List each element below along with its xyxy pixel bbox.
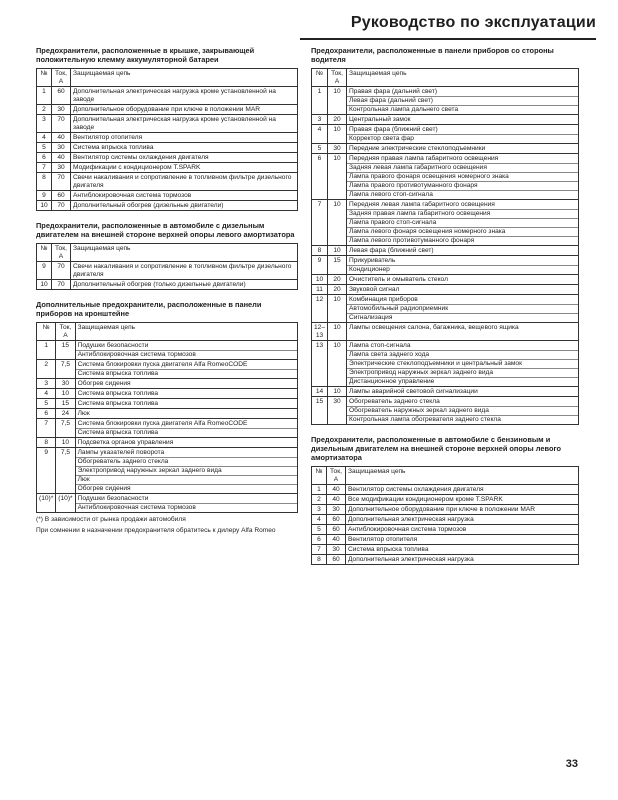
header-circuit: Защищаемая цепь — [347, 69, 579, 87]
fuse-number: 10 — [37, 201, 52, 211]
fuse-circuits — [71, 143, 298, 153]
fuse-amperage: 60 — [327, 555, 346, 565]
fuse-amperage: 60 — [52, 191, 71, 201]
circuit-item: Звуковой сигнал — [349, 285, 400, 293]
circuit-item: Свечи накаливания и сопротивление в топливном фильтре дизельного двигателя — [73, 262, 292, 278]
header-circuit: Защищаемая цепь — [75, 323, 297, 341]
circuit-item: Обогреватель заднего стекла — [349, 397, 440, 405]
header-circuit: Защищаемая цепь — [71, 69, 298, 87]
table-row — [37, 262, 298, 280]
circuit-item: Передняя левая лампа габаритного освещения — [349, 200, 495, 208]
fuse-amperage: 10 — [328, 323, 347, 341]
fuse-table — [311, 68, 579, 425]
circuit-item: Лампа левого противотуманного фонаря — [347, 236, 578, 245]
table-header-row — [37, 69, 298, 87]
fuse-circuits — [71, 133, 298, 143]
circuit-item: Дополнительный обогрев (дизельные двигатели) — [73, 201, 224, 209]
fuse-circuits — [71, 115, 298, 133]
circuit-item: Комбинация приборов — [349, 295, 418, 303]
fuse-amperage: 7,5 — [56, 448, 75, 494]
table-row — [312, 341, 579, 387]
table-row — [312, 256, 579, 275]
circuit-item: Лампа правого противотуманного фонаря — [347, 181, 578, 190]
fuse-number: 11 — [312, 285, 328, 295]
circuit-item: Центральный замок — [349, 115, 411, 123]
fuse-number: 6 — [312, 154, 328, 200]
fuse-amperage: 15 — [56, 341, 75, 360]
fuse-number: 8 — [37, 438, 56, 448]
fuse-amperage: 30 — [328, 144, 347, 154]
section-title: Предохранители, расположенные в автомобиле с дизельным двигателем на внешней стороне верхней опоры левого амортизатора — [36, 221, 295, 239]
section-title: Предохранители, расположенные в панели приборов со стороны водителя — [311, 46, 554, 64]
table-row — [37, 360, 298, 379]
fuse-circuits — [71, 201, 298, 211]
table-row — [37, 105, 298, 115]
circuit-item: Система впрыска топлива — [76, 369, 297, 378]
fuse-number: 4 — [37, 133, 52, 143]
fuse-circuits — [71, 262, 298, 280]
fuse-number: 13 — [312, 341, 328, 387]
table-row — [312, 515, 579, 525]
fuse-amperage: 10 — [328, 87, 347, 115]
fuse-circuits — [346, 515, 579, 525]
page-number: 33 — [565, 758, 578, 770]
circuit-item: Антиблокировочная система тормозов — [76, 503, 297, 512]
fuse-amperage: 15 — [328, 256, 347, 275]
circuit-item: Левая фара (дальний свет) — [347, 96, 578, 105]
fuse-amperage: 30 — [328, 397, 347, 425]
header-num: № — [37, 244, 52, 262]
circuit-item: Электропривод наружных зеркал заднего вида — [76, 466, 297, 475]
circuit-item: Дополнительное оборудование при ключе в положении MAR — [73, 105, 260, 113]
fuse-amperage: 30 — [52, 163, 71, 173]
circuit-item: Прикуриватель — [349, 256, 396, 264]
fuse-number: 6 — [312, 535, 327, 545]
fuse-circuits — [347, 154, 579, 200]
table-row — [312, 115, 579, 125]
fuse-circuits — [346, 535, 579, 545]
fuse-number: 10 — [312, 275, 328, 285]
fuse-amperage: 7,5 — [56, 419, 75, 438]
fuse-circuits — [347, 387, 579, 397]
header-amp: Ток, А — [52, 244, 71, 262]
fuse-number: 7 — [312, 200, 328, 246]
circuit-item: Система впрыска топлива — [73, 143, 154, 151]
circuit-item: Антиблокировочная система тормозов — [73, 191, 192, 199]
fuse-table — [36, 68, 298, 211]
right-column — [311, 46, 579, 565]
fuse-circuits — [71, 173, 298, 191]
header-bar — [300, 10, 596, 40]
fuse-amperage: 70 — [52, 280, 71, 290]
circuit-item: Дополнительная электрическая нагрузка — [348, 515, 474, 523]
fuse-circuits — [346, 485, 579, 495]
circuit-item: Лампы освещения салона, багажника, вещевого ящика — [349, 323, 519, 331]
table-row — [37, 341, 298, 360]
fuse-amperage: 10 — [328, 246, 347, 256]
table-row — [312, 87, 579, 115]
table-header-row — [37, 323, 298, 341]
circuit-item: Свечи накаливания и сопротивление в топливном фильтре дизельного двигателя — [73, 173, 292, 189]
fuse-number: 3 — [37, 379, 56, 389]
fuse-circuits — [347, 285, 579, 295]
fuse-amperage: 60 — [327, 525, 346, 535]
fuse-number: 1 — [37, 341, 56, 360]
fuse-amperage: 40 — [52, 133, 71, 143]
fuse-table — [311, 466, 579, 565]
circuit-item: Система блокировки пуска двигателя Alfa RomeoCODE — [77, 419, 248, 427]
circuit-item: Люк — [76, 475, 297, 484]
table-row — [37, 389, 298, 399]
fuse-circuits — [347, 144, 579, 154]
circuit-item: Лампы аварийной световой сигнализации — [349, 387, 478, 395]
fuse-number: 15 — [312, 397, 328, 425]
left-column — [36, 46, 298, 535]
circuit-item: Сигнализация — [347, 313, 578, 322]
circuit-item: Люк — [77, 409, 90, 417]
circuit-item: Дополнительная электрическая нагрузка — [348, 555, 474, 563]
fuse-circuits — [75, 494, 297, 513]
circuit-item: Система впрыска топлива — [77, 389, 159, 397]
fuse-amperage: 70 — [52, 201, 71, 211]
fuse-number: 6 — [37, 409, 56, 419]
circuit-item: Подушки безопасности — [77, 494, 149, 502]
circuit-item: Система впрыска топлива — [77, 399, 159, 407]
fuse-number: 8 — [312, 246, 328, 256]
circuit-item: Система впрыска топлива — [76, 428, 297, 437]
fuse-amperage: 70 — [52, 262, 71, 280]
circuit-item: Дополнительный обогрев (только дизельные двигатели) — [73, 280, 246, 288]
table-row — [312, 397, 579, 425]
table-row — [37, 379, 298, 389]
fuse-circuits — [75, 341, 297, 360]
fuse-amperage: 30 — [52, 105, 71, 115]
fuse-number: 4 — [312, 515, 327, 525]
fuse-number: 5 — [37, 399, 56, 409]
table-row — [37, 143, 298, 153]
circuit-item: Кондиционер — [347, 265, 578, 274]
fuse-circuits — [347, 115, 579, 125]
fuse-number: 9 — [312, 256, 328, 275]
fuse-number: 12 — [312, 295, 328, 323]
fuse-amperage: 10 — [328, 341, 347, 387]
fuse-amperage: 15 — [56, 399, 75, 409]
table-row — [312, 323, 579, 341]
table-row — [37, 163, 298, 173]
fuse-circuits — [347, 295, 579, 323]
table-row — [37, 448, 298, 494]
fuse-circuits — [347, 397, 579, 425]
table-header-row — [312, 467, 579, 485]
circuit-item: Обогреватель заднего стекла — [76, 457, 297, 466]
fuse-number: 9 — [37, 262, 52, 280]
fuse-amperage: 60 — [327, 515, 346, 525]
fuse-amperage: 10 — [56, 438, 75, 448]
header-num: № — [312, 467, 327, 485]
fuse-circuits — [346, 545, 579, 555]
circuit-item: Правая фара (ближний свет) — [349, 125, 438, 133]
fuse-amperage: 60 — [52, 87, 71, 105]
fuse-number: 5 — [312, 525, 327, 535]
table-row — [312, 246, 579, 256]
circuit-item: Подсветка органов управления — [77, 438, 174, 446]
table-row — [37, 409, 298, 419]
circuit-item: Антиблокировочная система тормозов — [76, 350, 297, 359]
fuse-number: (10)* — [37, 494, 56, 513]
circuit-item: Дополнительная электрическая нагрузка кроме установленной на заводе — [73, 87, 276, 103]
circuit-item: Передняя правая лампа габаритного освещения — [349, 154, 499, 162]
circuit-item: Вентилятор отопителя — [348, 535, 418, 543]
fuse-number: 7 — [37, 163, 52, 173]
footnote: (*) В зависимости от рынка продажи автомобиля — [36, 516, 186, 523]
circuit-item: Контрольная лампа дальнего света — [347, 105, 578, 114]
header-circuit: Защищаемая цепь — [71, 244, 298, 262]
table-row — [312, 154, 579, 200]
fuse-amperage: 70 — [52, 115, 71, 133]
fuse-number: 3 — [37, 115, 52, 133]
fuse-circuits — [71, 87, 298, 105]
circuit-item: Корректор света фар — [347, 134, 578, 143]
fuse-circuits — [71, 191, 298, 201]
fuse-circuits — [75, 409, 297, 419]
fuse-number: 5 — [37, 143, 52, 153]
fuse-circuits — [347, 275, 579, 285]
fuse-amperage: 20 — [328, 275, 347, 285]
fuse-circuits — [347, 200, 579, 246]
table-row — [312, 545, 579, 555]
table-row — [312, 295, 579, 323]
circuit-item: Дополнительная электрическая нагрузка кроме установленной на заводе — [73, 115, 276, 131]
circuit-item: Система впрыска топлива — [348, 545, 429, 553]
table-row — [37, 133, 298, 143]
fuse-amperage: 70 — [52, 173, 71, 191]
fuse-number: 7 — [312, 545, 327, 555]
circuit-item: Левая фара (ближний свет) — [349, 246, 434, 254]
circuit-item: Обогрев сидения — [76, 484, 297, 493]
fuse-amperage: 30 — [327, 505, 346, 515]
circuit-item: Правая фара (дальний свет) — [349, 87, 438, 95]
fuse-number: 1 — [312, 485, 327, 495]
fuse-circuits — [347, 246, 579, 256]
fuse-circuits — [71, 280, 298, 290]
header-num: № — [312, 69, 328, 87]
fuse-circuits — [75, 438, 297, 448]
fuse-circuits — [75, 448, 297, 494]
fuse-circuits — [71, 163, 298, 173]
footnote: При сомнении в назначении предохранителя обратитесь к дилеру Alfa Romeo — [36, 527, 276, 534]
fuse-number: 12–13 — [312, 323, 328, 341]
circuit-item: Система блокировки пуска двигателя Alfa RomeoCODE — [77, 360, 248, 368]
fuse-table — [36, 243, 298, 290]
table-row — [37, 153, 298, 163]
section-title: Предохранители, расположенные в крышке, закрывающей положительную клемму аккумуляторной батареи — [36, 46, 255, 64]
fuse-amperage: 40 — [52, 153, 71, 163]
circuit-item: Лампа стоп-сигнала — [349, 341, 411, 349]
fuse-number: 3 — [312, 505, 327, 515]
table-row — [312, 387, 579, 397]
fuse-amperage: 10 — [56, 389, 75, 399]
fuse-circuits — [346, 525, 579, 535]
fuse-number: 8 — [312, 555, 327, 565]
circuit-item: Подушки безопасности — [77, 341, 149, 349]
fuse-amperage: 30 — [327, 545, 346, 555]
fuse-circuits — [75, 389, 297, 399]
fuse-number: 4 — [312, 125, 328, 144]
fuse-circuits — [347, 256, 579, 275]
circuit-item: Обогреватель наружных зеркал заднего вида — [347, 406, 578, 415]
header-amp: Ток, А — [328, 69, 347, 87]
fuse-circuits — [347, 323, 579, 341]
table-row — [312, 125, 579, 144]
circuit-item: Лампа света заднего хода — [347, 350, 578, 359]
fuse-number: 7 — [37, 419, 56, 438]
circuit-item: Лампа левого стоп-сигнала — [347, 190, 578, 199]
fuse-amperage: 20 — [328, 115, 347, 125]
circuit-item: Автомобильный радиоприемник — [347, 304, 578, 313]
table-row — [312, 495, 579, 505]
circuit-item: Все модификации кондиционером кроме T.SPARK — [348, 495, 503, 503]
table-row — [37, 191, 298, 201]
circuit-item: Электропривод наружных зеркал заднего вида — [347, 368, 578, 377]
table-row — [312, 275, 579, 285]
fuse-amperage: 40 — [327, 485, 346, 495]
table-row — [37, 173, 298, 191]
circuit-item: Электрические стеклоподъемники и центральный замок — [347, 359, 578, 368]
fuse-number: 2 — [37, 105, 52, 115]
fuse-amperage: 40 — [327, 495, 346, 505]
table-row — [312, 555, 579, 565]
circuit-item: Вентилятор отопителя — [73, 133, 143, 141]
circuit-item: Передние электрические стеклоподъемники — [349, 144, 486, 152]
fuse-number: 2 — [37, 360, 56, 379]
page-title: Руководство по эксплуатации — [350, 14, 596, 31]
header-num: № — [37, 69, 52, 87]
fuse-circuits — [75, 399, 297, 409]
fuse-amperage: 10 — [328, 125, 347, 144]
fuse-circuits — [75, 379, 297, 389]
fuse-circuits — [347, 341, 579, 387]
fuse-circuits — [347, 125, 579, 144]
table-header-row — [37, 244, 298, 262]
table-row — [37, 280, 298, 290]
table-row — [37, 115, 298, 133]
section-title: Дополнительные предохранители, расположенные в панели приборов на кронштейне — [36, 300, 262, 318]
fuse-amperage: 40 — [327, 535, 346, 545]
table-row — [312, 144, 579, 154]
fuse-circuits — [346, 505, 579, 515]
circuit-item: Антиблокировочная система тормозов — [348, 525, 467, 533]
fuse-number: 9 — [37, 191, 52, 201]
section-title: Предохранители, расположенные в автомобиле с бензиновым и дизельным двигателем на внешней стороне верхней опоры левого амортизатора — [311, 435, 561, 462]
fuse-amperage: 10 — [328, 295, 347, 323]
fuse-number: 4 — [37, 389, 56, 399]
fuse-number: 5 — [312, 144, 328, 154]
circuit-item: Вентилятор системы охлаждения двигателя — [348, 485, 484, 493]
circuit-item: Лампа левого фонаря освещения номерного знака — [347, 227, 578, 236]
circuit-item: Обогрев сидения — [77, 379, 131, 387]
fuse-number: 9 — [37, 448, 56, 494]
circuit-item: Дополнительное оборудование при ключе в положении MAR — [348, 505, 535, 513]
circuit-item: Лампа правого фонаря освещения номерного знака — [347, 172, 578, 181]
circuit-item: Очиститель и омыватель стекол — [349, 275, 448, 283]
fuse-number: 3 — [312, 115, 328, 125]
fuse-number: 1 — [37, 87, 52, 105]
table-row — [312, 285, 579, 295]
fuse-amperage: 10 — [328, 387, 347, 397]
table-row — [37, 87, 298, 105]
circuit-item: Дистанционное управление — [347, 377, 578, 386]
table-row — [312, 505, 579, 515]
fuse-circuits — [346, 495, 579, 505]
table-row — [312, 525, 579, 535]
fuse-amperage: 10 — [328, 154, 347, 200]
table-row — [37, 419, 298, 438]
table-row — [312, 535, 579, 545]
header-amp: Ток, А — [327, 467, 346, 485]
fuse-number: 14 — [312, 387, 328, 397]
fuse-number: 8 — [37, 173, 52, 191]
circuit-item: Лампы указателей поворота — [77, 448, 165, 456]
fuse-amperage: 20 — [328, 285, 347, 295]
fuse-circuits — [71, 153, 298, 163]
table-row — [37, 438, 298, 448]
table-row — [312, 485, 579, 495]
circuit-item: Контрольная лампа обогревателя заднего стекла — [347, 415, 578, 424]
header-num: № — [37, 323, 56, 341]
fuse-number: 1 — [312, 87, 328, 115]
fuse-amperage: (10)* — [56, 494, 75, 513]
fuse-circuits — [75, 419, 297, 438]
fuse-amperage: 10 — [328, 200, 347, 246]
header-circuit: Защищаемая цепь — [346, 467, 579, 485]
fuse-circuits — [346, 555, 579, 565]
circuit-item: Задняя правая лампа габаритного освещения — [347, 209, 578, 218]
header-amp: Ток, А — [52, 69, 71, 87]
table-row — [37, 494, 298, 513]
circuit-item: Вентилятор системы охлаждения двигателя — [73, 153, 209, 161]
fuse-circuits — [347, 87, 579, 115]
fuse-amperage: 30 — [52, 143, 71, 153]
circuit-item: Лампа правого стоп-сигнала — [347, 218, 578, 227]
table-row — [37, 399, 298, 409]
fuse-number: 6 — [37, 153, 52, 163]
fuse-number: 10 — [37, 280, 52, 290]
fuse-amperage: 7,5 — [56, 360, 75, 379]
fuse-circuits — [75, 360, 297, 379]
fuse-number: 2 — [312, 495, 327, 505]
fuse-amperage: 24 — [56, 409, 75, 419]
header-amp: Ток, А — [56, 323, 75, 341]
fuse-table — [36, 322, 298, 513]
circuit-item: Задняя левая лампа габаритного освещения — [347, 163, 578, 172]
table-header-row — [312, 69, 579, 87]
table-row — [37, 201, 298, 211]
fuse-amperage: 30 — [56, 379, 75, 389]
fuse-circuits — [71, 105, 298, 115]
table-row — [312, 200, 579, 246]
circuit-item: Модификации с кондиционером T.SPARK — [73, 163, 201, 171]
